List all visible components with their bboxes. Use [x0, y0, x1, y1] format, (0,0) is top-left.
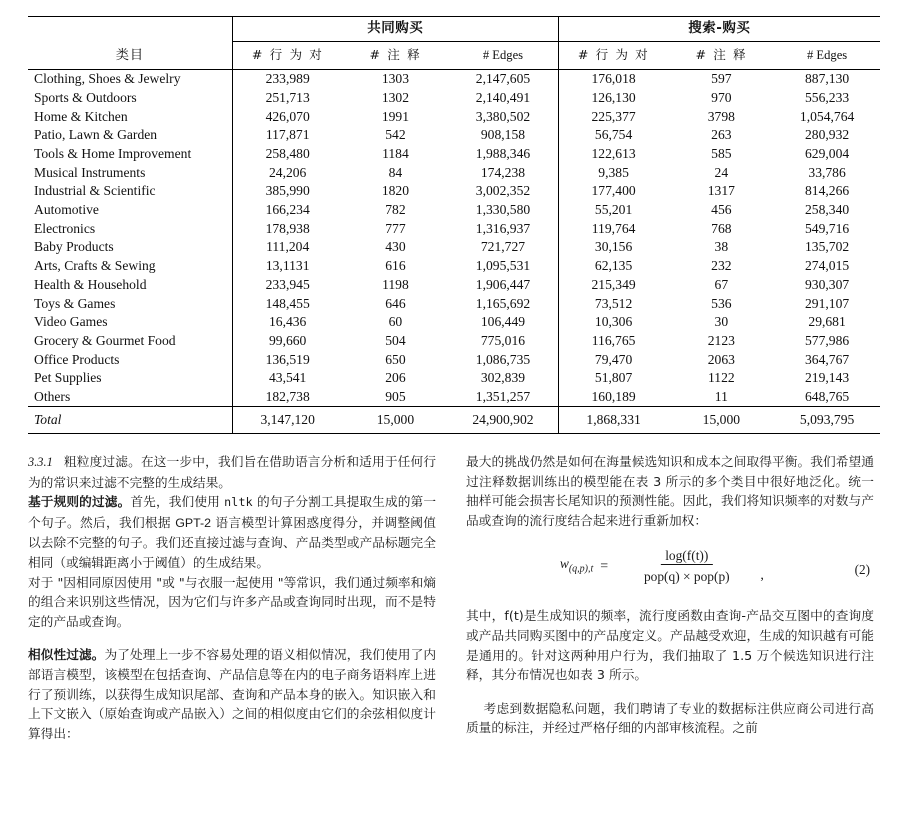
row-sp-edges: 291,107: [805, 295, 850, 311]
row-category: Health & Household: [34, 276, 147, 292]
row-sp-annotations: 597: [711, 71, 732, 87]
row-co-edges: 1,165,692: [475, 295, 531, 311]
table-group-header-row: [28, 17, 880, 41]
statistics-table: [28, 16, 880, 434]
row-sp-annotations: 3798: [707, 108, 735, 124]
column-header-co-pairs: # 行 为 对: [232, 41, 342, 69]
row-co-pairs: 16,436: [232, 313, 342, 332]
column-header-category: 类目: [115, 47, 145, 63]
table-subheader-row: [28, 41, 880, 69]
table-row: [28, 182, 880, 201]
row-co-edges: 3,380,502: [475, 108, 531, 124]
table-row: [28, 350, 880, 369]
row-co-annotations: 1303: [381, 71, 410, 87]
row-co-edges: 2,140,491: [475, 89, 531, 105]
paragraph-challenge: 最大的挑战仍然是如何在海量候选知识和成本之间取得平衡。我们希望通过注释数据训练出的模型能在表 3 所示的多个类目中很好地泛化。统一抽样可能会损害长尾知识的预测性能。因此，我们将知识频率的对数与产品或查询的流行度结合起来进行重新加权：: [466, 454, 874, 528]
equation-numerator: log(f(t)): [661, 548, 712, 565]
row-co-annotations: 542: [385, 127, 406, 143]
row-co-annotations: 206: [385, 370, 406, 386]
equation-block: [466, 546, 874, 592]
row-sp-pairs: 176,018: [558, 70, 668, 89]
row-co-annotations: 60: [388, 314, 403, 330]
paragraph-spacer-right: [466, 685, 874, 699]
equation-equals-sign: =: [600, 559, 609, 575]
row-co-annotations: 84: [388, 164, 403, 180]
row-category: Others: [34, 388, 71, 404]
row-sp-annotations: 232: [711, 258, 732, 274]
table-row: [28, 201, 880, 220]
body-text-left-column: [28, 452, 436, 743]
row-category: Patio, Lawn & Garden: [34, 127, 158, 143]
row-sp-pairs: 10,306: [558, 313, 668, 332]
equation-number: (2): [854, 562, 870, 578]
row-sp-edges: 556,233: [805, 89, 850, 105]
table-row: [28, 126, 880, 145]
total-sp-annotations: 15,000: [702, 412, 741, 428]
row-co-edges: 1,330,580: [475, 202, 531, 218]
row-sp-pairs: 62,135: [558, 257, 668, 276]
row-co-annotations: 646: [385, 295, 406, 311]
similarity-filtering-body: 为了处理上一步不容易处理的语义相似情况，我们使用了内部语言模型，该模型在包括查询、产品信息等在内的电子商务语料库上进行了预训练，以获得生成知识尾部、查询和产品本身的嵌入。知识嵌入和上下文嵌入（原始查询或产品嵌入）之间的相似度由它们的余弦相似度计算得出：: [28, 647, 437, 741]
row-category: Office Products: [34, 351, 120, 367]
row-co-edges: 174,238: [480, 164, 526, 180]
row-category: Video Games: [34, 314, 108, 330]
row-co-annotations: 650: [385, 351, 406, 367]
row-category: Clothing, Shoes & Jewelry: [34, 71, 181, 87]
row-co-annotations: 1198: [382, 276, 409, 292]
paragraph-common-sense: 对于 "因相同原因使用 "或 "与衣服一起使用 "等常识，我们通过频率和熵的组合来识别这些情况，因为它们与许多产品或查询同时出现，而不是特定的产品或查询。: [28, 574, 436, 629]
row-co-annotations: 777: [385, 220, 406, 236]
row-sp-annotations: 2063: [707, 351, 735, 367]
row-co-pairs: 251,713: [232, 88, 342, 107]
row-co-pairs: 136,519: [232, 350, 342, 369]
coarse-filtering-heading: 粗粒度过滤。: [63, 454, 141, 469]
table-row: [28, 163, 880, 182]
row-co-annotations: 616: [385, 258, 406, 274]
row-sp-edges: 814,266: [805, 183, 850, 199]
equation-trailing-comma: ,: [760, 567, 764, 583]
row-co-edges: 1,988,346: [475, 146, 531, 161]
row-sp-pairs: 73,512: [558, 294, 668, 313]
row-sp-edges: 29,681: [808, 314, 846, 330]
row-co-pairs: 148,455: [232, 294, 342, 313]
row-co-pairs: 99,660: [232, 331, 342, 350]
equation-lhs: [560, 554, 598, 579]
row-sp-edges: 274,015: [805, 258, 850, 274]
table-row: [28, 144, 880, 163]
equation-lhs-symbol: w: [559, 556, 569, 572]
row-sp-edges: 1,054,764: [799, 108, 855, 124]
total-label: Total: [34, 412, 62, 428]
section-number: 3.3.1: [28, 455, 53, 469]
column-header-sp-edges: # Edges: [806, 47, 848, 62]
total-co-annotations: 15,000: [376, 412, 415, 428]
row-sp-pairs: 225,377: [558, 107, 668, 126]
row-co-pairs: 233,989: [232, 70, 342, 89]
column-header-sp-pairs: # 行 为 对: [558, 41, 668, 69]
row-co-annotations: 1991: [381, 108, 410, 124]
row-sp-edges: 648,765: [805, 388, 850, 404]
row-category: Industrial & Scientific: [34, 183, 156, 199]
group-header-search-purchase: 搜索-购买: [558, 17, 880, 41]
coarse-filtering-body: 在这一步中，我们旨在借助语言分析和适用于任何行为的常识来过滤不完整的生成结果。: [28, 454, 437, 490]
table-row: [28, 294, 880, 313]
total-co-edges: 24,900,902: [472, 412, 534, 428]
equation-lhs-subscript: (q,p),t: [568, 564, 594, 576]
row-sp-annotations: 585: [711, 146, 732, 161]
total-co-pairs: 3,147,120: [232, 407, 342, 433]
table-row: [28, 331, 880, 350]
row-category: Arts, Crafts & Sewing: [34, 258, 156, 274]
row-sp-edges: 549,716: [805, 220, 850, 236]
row-co-edges: 721,727: [480, 239, 526, 255]
rule-based-part3: 语言模型计算困惑度得分，并调整阈值以去除不完整的句子。我们还直接过滤与查询、产品类型或产品标题完全相同（或编辑距离小于阈值）的生成结果。: [28, 514, 436, 570]
row-co-pairs: 43,541: [232, 369, 342, 388]
row-sp-pairs: 215,349: [558, 275, 668, 294]
row-sp-edges: 33,786: [808, 164, 846, 180]
gpt2-token: GPT-2: [175, 515, 212, 530]
row-co-pairs: 24,206: [232, 163, 342, 182]
rule-based-part2: 的句子分割工具提取生成的第一个句子。然后，我们根据: [28, 494, 437, 530]
equation-expression: [560, 546, 764, 587]
rule-based-filtering-lead: 基于规则的过滤。: [28, 494, 131, 510]
row-sp-annotations: 24: [714, 164, 729, 180]
similarity-filtering-lead: 相似性过滤。: [28, 647, 105, 663]
row-co-pairs: 385,990: [232, 182, 342, 201]
row-sp-pairs: 122,613: [558, 144, 668, 163]
row-category: Musical Instruments: [34, 164, 146, 180]
row-sp-pairs: 9,385: [558, 163, 668, 182]
row-co-pairs: 426,070: [232, 107, 342, 126]
row-sp-annotations: 456: [711, 202, 732, 218]
row-co-pairs: 166,234: [232, 201, 342, 220]
table-bottom-rule: [28, 433, 880, 434]
row-co-annotations: 782: [385, 202, 406, 218]
row-co-edges: 1,095,531: [475, 258, 531, 274]
row-co-edges: 2,147,605: [475, 71, 531, 87]
equation-denominator: pop(q) × pop(p): [643, 568, 730, 584]
row-sp-pairs: 51,807: [558, 369, 668, 388]
row-co-pairs: 117,871: [232, 126, 342, 145]
row-sp-pairs: 126,130: [558, 88, 668, 107]
row-sp-pairs: 177,400: [558, 182, 668, 201]
row-sp-edges: 577,986: [805, 332, 850, 348]
table-total-row: [28, 407, 880, 433]
column-header-sp-annotations: # 注 释: [695, 46, 748, 62]
body-text-right-column: [466, 452, 874, 738]
paragraph-rule-based-filtering: [28, 492, 436, 572]
row-sp-annotations: 1122: [708, 370, 735, 386]
row-category: Electronics: [34, 220, 96, 236]
row-co-pairs: 182,738: [232, 387, 342, 406]
row-sp-pairs: 30,156: [558, 238, 668, 257]
row-sp-edges: 364,767: [805, 351, 850, 367]
group-header-co-purchase: 共同购买: [232, 17, 558, 41]
row-category: Home & Kitchen: [34, 108, 128, 124]
table-row: [28, 107, 880, 126]
row-co-annotations: 430: [385, 239, 406, 255]
row-co-edges: 1,906,447: [475, 276, 531, 292]
paragraph-privacy: [466, 699, 874, 738]
row-sp-pairs: 55,201: [558, 201, 668, 220]
row-sp-pairs: 79,470: [558, 350, 668, 369]
total-sp-edges: 5,093,795: [799, 412, 855, 428]
row-co-edges: 302,839: [480, 370, 526, 386]
table-row: [28, 70, 880, 89]
row-co-annotations: 1820: [381, 183, 410, 199]
row-sp-edges: 887,130: [805, 71, 850, 87]
row-category: Pet Supplies: [34, 370, 102, 386]
paragraph-privacy-text: 考虑到数据隐私问题，我们聘请了专业的数据标注供应商公司进行高质量的标注，并经过严格仔细的内部审核流程。之前: [466, 700, 874, 736]
table-row: [28, 88, 880, 107]
row-sp-edges: 219,143: [805, 370, 850, 386]
row-sp-edges: 258,340: [805, 202, 850, 218]
row-sp-annotations: 2123: [707, 332, 735, 348]
row-category: Toys & Games: [34, 295, 116, 311]
row-sp-annotations: 970: [711, 89, 732, 105]
row-sp-annotations: 536: [711, 295, 732, 311]
row-category: Baby Products: [34, 239, 114, 255]
row-sp-edges: 280,932: [805, 127, 850, 143]
table-row: [28, 313, 880, 332]
row-category: Sports & Outdoors: [34, 89, 137, 105]
paragraph-coarse-filtering: [28, 452, 436, 492]
table-row: [28, 219, 880, 238]
row-co-annotations: 1302: [381, 89, 410, 105]
row-sp-annotations: 30: [714, 314, 729, 330]
nltk-code-token: nltk: [224, 495, 253, 510]
row-sp-pairs: 116,765: [558, 331, 668, 350]
row-sp-annotations: 11: [714, 388, 728, 404]
row-sp-edges: 135,702: [805, 239, 850, 255]
row-co-annotations: 905: [385, 388, 406, 404]
row-sp-pairs: 160,189: [558, 387, 668, 406]
row-sp-edges: 629,004: [805, 146, 850, 161]
table-row: [28, 275, 880, 294]
row-sp-annotations: 1317: [707, 183, 735, 199]
row-co-pairs: 111,204: [232, 238, 342, 257]
paragraph-frequency-definition: 其中，f(t)是生成知识的频率，流行度函数由查询-产品交互图中的查询度或产品共同购买图中的产品度定义。产品越受欢迎，生成的知识越有可能是通用的。针对这两种用户行为，我们抽取了 1.5 万个候选知识进行注释，其分布情况也如表 3 所示。: [466, 608, 874, 683]
row-category: Grocery & Gourmet Food: [34, 332, 176, 348]
row-sp-annotations: 263: [711, 127, 732, 143]
paragraph-similarity-filtering: [28, 645, 436, 743]
table-row: [28, 238, 880, 257]
row-co-edges: 3,002,352: [475, 183, 531, 199]
row-co-edges: 908,158: [480, 127, 526, 143]
table-row: [28, 257, 880, 276]
row-co-edges: 775,016: [480, 332, 526, 348]
row-category: Tools & Home Improvement: [34, 146, 192, 161]
total-sp-pairs: 1,868,331: [558, 407, 668, 433]
row-co-edges: 1,086,735: [475, 351, 531, 367]
column-header-co-annotations: # 注 释: [369, 46, 422, 62]
statistics-table-container: [28, 16, 880, 434]
row-sp-annotations: 67: [714, 276, 729, 292]
rule-based-part1: 首先，我们使用: [130, 494, 220, 510]
table-row: [28, 387, 880, 406]
group-header-spacer: [28, 17, 232, 41]
equation-fraction: [614, 546, 759, 587]
column-header-co-edges: # Edges: [482, 47, 524, 62]
row-sp-annotations: 768: [711, 220, 732, 236]
row-co-annotations: 1184: [382, 146, 409, 161]
row-co-pairs: 233,945: [232, 275, 342, 294]
row-sp-edges: 930,307: [805, 276, 850, 292]
row-sp-pairs: 56,754: [558, 126, 668, 145]
row-co-edges: 1,351,257: [475, 388, 531, 404]
row-category: Automotive: [34, 202, 99, 218]
row-co-annotations: 504: [385, 332, 406, 348]
row-co-edges: 1,316,937: [475, 220, 531, 236]
table-body: [28, 70, 880, 407]
row-co-pairs: 258,480: [232, 144, 342, 163]
row-co-pairs: 13,1131: [232, 257, 342, 276]
paragraph-spacer: [28, 631, 436, 645]
row-co-edges: 106,449: [480, 314, 526, 330]
row-sp-pairs: 119,764: [558, 219, 668, 238]
row-co-pairs: 178,938: [232, 219, 342, 238]
row-sp-annotations: 38: [714, 239, 729, 255]
table-row: [28, 369, 880, 388]
